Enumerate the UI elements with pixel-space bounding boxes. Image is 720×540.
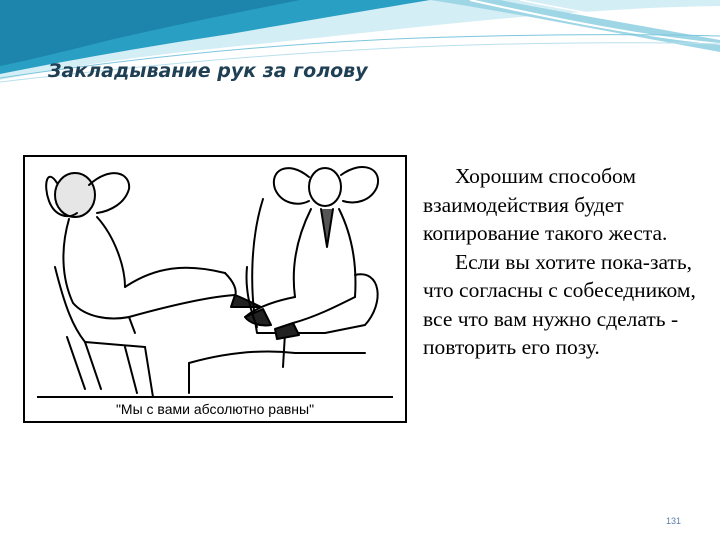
header-wave-band [0, 0, 720, 110]
paragraph-2: Если вы хотите пока-зать, что согласны с собеседником, все что вам нужно сделать - повторить его позу. [423, 249, 696, 359]
body-text [423, 162, 713, 362]
illustration-frame [23, 155, 407, 423]
two-men-hands-behind-head-illustration [25, 157, 405, 421]
paragraph-1: Хорошим способом взаимодействия будет копирование такого жеста. [423, 164, 668, 245]
page-number: 131 [666, 516, 682, 526]
illustration-caption: "Мы с вами абсолютно равны" [115, 401, 315, 417]
slide-title: Закладывание рук за голову [48, 60, 368, 82]
